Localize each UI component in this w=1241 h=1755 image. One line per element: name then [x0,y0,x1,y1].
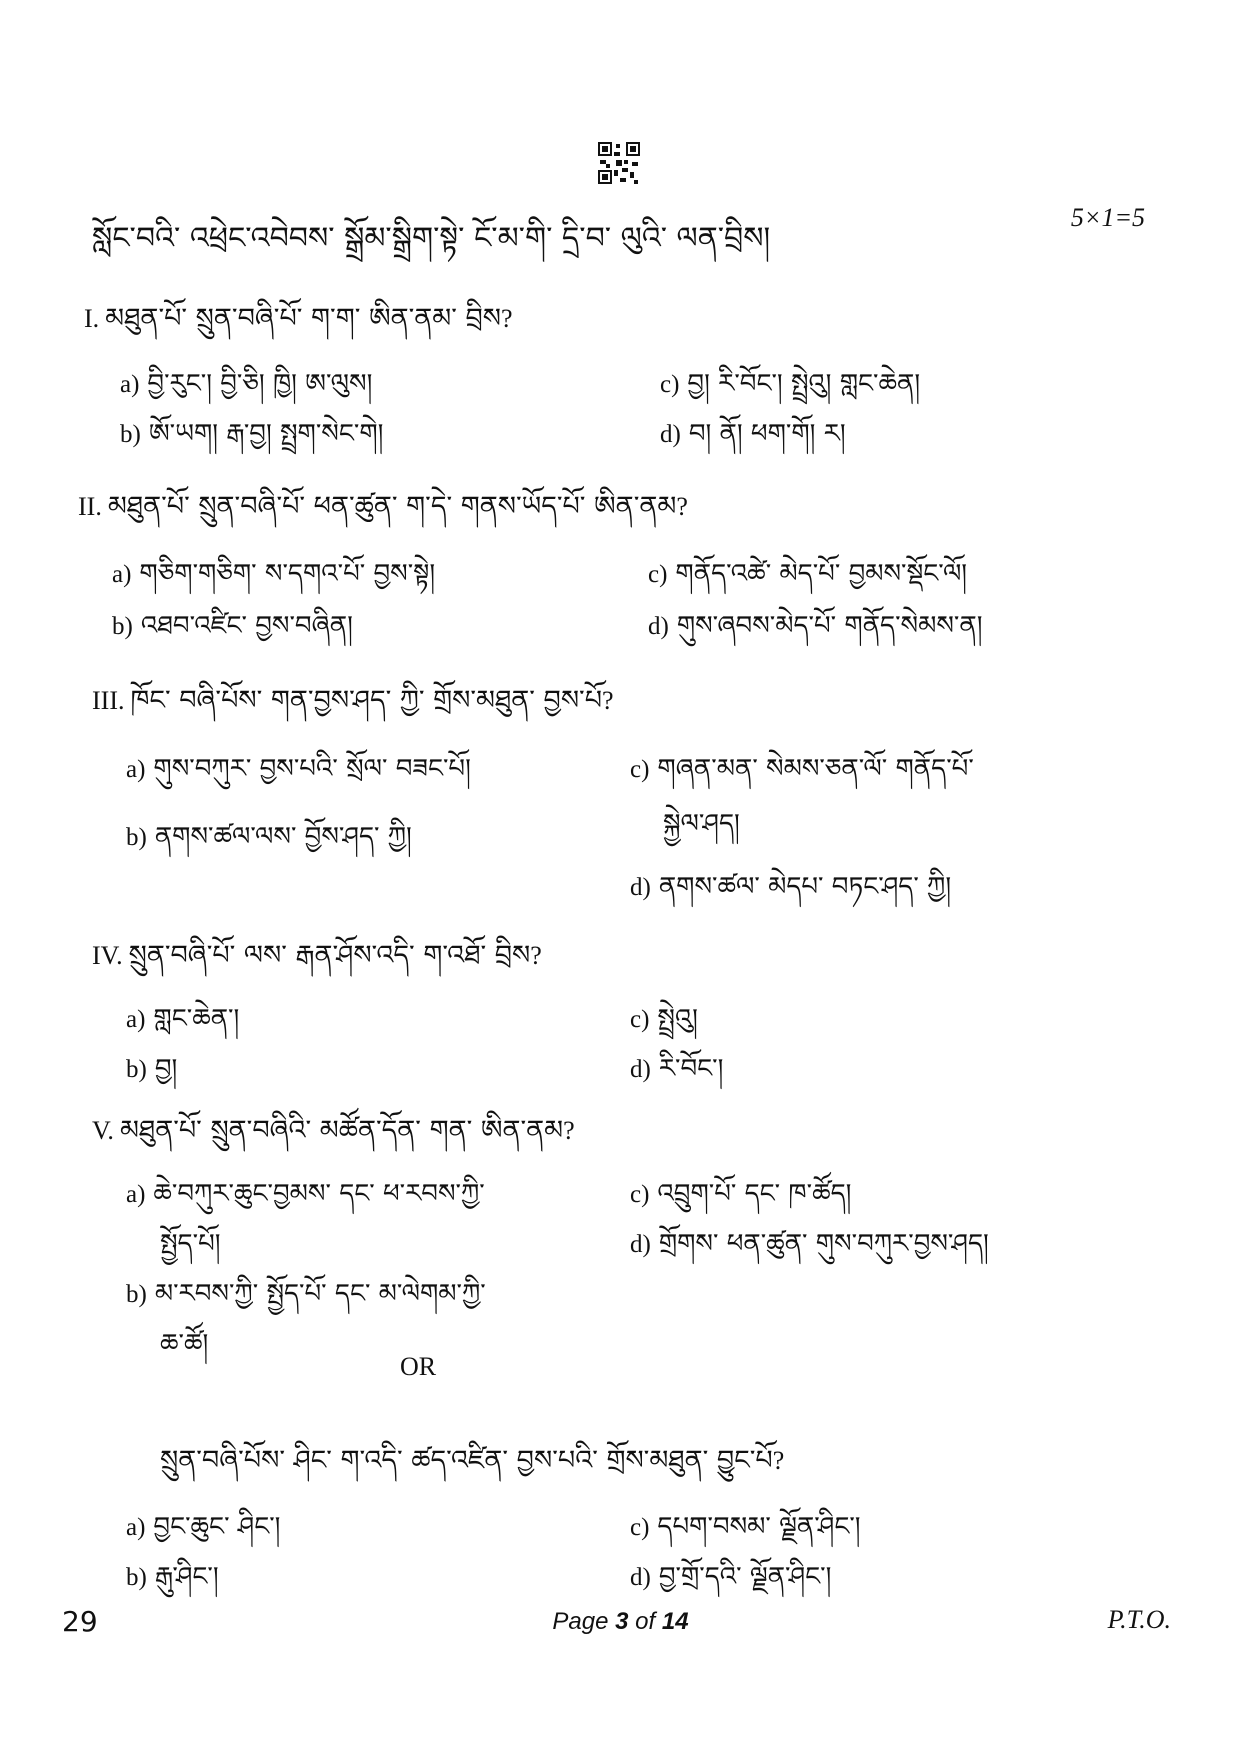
page-current: 3 [615,1608,629,1635]
option-label: d) [630,1231,651,1258]
option-text: ཆེ་བཀུར་ཆུང་བྱམས་ དང་ ཕ་རབས་ཀྱི་ [153,1179,485,1209]
option-label: d) [630,1056,651,1083]
question-text: སྲུན་བཞི་པོ་ ལས་ རྒན་ཤོས་འདི་ ག་འཐོ་ བྲིས [128,940,531,971]
option-label: a) [112,561,132,588]
option-text: རྒུ་ཤིང་། [154,1562,219,1592]
question-mark: ? [676,492,688,521]
option-text: བྱི་རུང་། བྱི་ཅི། ཁྱི། ཨ་ལུས། [147,369,373,399]
question-mark: ? [530,941,542,970]
page-of: of [628,1608,662,1635]
option-text: གྲོགས་ ཕན་ཚུན་ གུས་བཀུར་བྱས་ཤད། [658,1229,989,1259]
option-label: a) [126,1181,146,1208]
question-text: མཐུན་པོ་ སྲུན་བཞི་པོ་ ག་ག་ ཨིན་ནམ་ བྲིས [105,303,502,334]
question-number: II. [78,492,102,521]
option-label: b) [112,613,133,640]
option-c-continuation: སྐྱེལ་ཤད། [663,809,740,839]
question-mark: ? [602,686,614,715]
option-label: a) [126,1514,146,1541]
option-text: མ་རབས་ཀྱི་ སྤྱོད་པོ་ དང་ མ་ལེགམ་ཀྱི་ [154,1279,486,1309]
option-d[interactable] [630,1215,989,1288]
option-text: གླང་ཆེན་། [153,1004,240,1034]
option-text: བྱ། རི་བོང་། སྤྲེའུ། གླང་ཆེན། [687,369,921,399]
question-1 [84,288,513,364]
option-a-continuation: སྤྱོད་པོ། [160,1229,221,1259]
question-mark: ? [501,304,513,333]
option-label: b) [126,824,147,851]
option-text: བ། ནོ། ཕག་གོ། ར། [688,419,846,449]
option-label: c) [630,1006,650,1033]
option-label: a) [120,371,140,398]
option-label: d) [660,421,681,448]
option-text: བྱ་གྲོ་དའི་ ལྗོན་ཤིང་། [658,1562,832,1592]
option-text: འབྲུག་པོ་ དང་ ཁ་ཚོད། [657,1179,852,1209]
question-2 [78,476,688,552]
option-text: བྱང་ཆུང་ ཤིང་། [153,1512,281,1542]
question-text: མཐུན་པོ་ སྲུན་བཞི་པོ་ ཕན་ཚུན་ ག་དེ་ གནས་ཡོད་པོ་ ཨིན་ནམ [107,491,677,522]
option-label: c) [648,561,668,588]
option-text: སྤྲེའུ། [657,1004,698,1034]
page-total: 14 [661,1608,689,1635]
option-b-continuation: ཆ་ཚོ། [160,1329,209,1359]
page-number [0,1608,1241,1636]
question-text: མཐུན་པོ་ སྲུན་བཞིའི་ མཚོན་དོན་ གན་ ཨིན་ནམ [119,1115,564,1146]
option-text: ཨོ་ཡག། རྒ་བྱ། སྤྲག་སེང་གེ། [148,419,384,449]
option-label: b) [126,1564,147,1591]
option-d[interactable] [660,405,846,478]
page-prefix: Page [552,1608,616,1635]
option-text: བྱ། [154,1054,178,1084]
option-text: གནོད་འཚེ་ མེད་པོ་ བྱམས་སྡོང་ལོ། [675,559,968,589]
option-text: གུས་བཀུར་ བྱས་པའི་ སྲོལ་ བཟང་པོ། [153,754,471,784]
option-text: གཞན་མན་ སེམས་ཅན་ལོ་ གནོད་པོ་ [657,754,974,784]
option-b[interactable] [120,405,383,478]
option-d[interactable] [630,1040,723,1113]
option-label: b) [120,421,141,448]
qr-code-icon [598,142,640,184]
option-label: d) [630,874,651,901]
question-number: IV. [92,941,123,970]
option-b[interactable] [112,597,353,670]
option-text: ནགས་ཚལ་ལས་ བྱོས་ཤད་ ཀྱི། [154,822,412,852]
question-number: III. [92,686,125,715]
question-number: V. [92,1116,114,1145]
option-text: ནགས་ཚལ་ མེདཔ་ བཏང་ཤད་ ཀྱི། [658,872,952,902]
option-label: b) [126,1281,147,1308]
option-d[interactable] [648,597,982,670]
option-text: དཔག་བསམ་ ལྗོན་ཤིང་། [657,1512,861,1542]
option-text: རི་བོང་། [658,1054,724,1084]
question-number: I. [84,304,100,333]
question-mark: ? [772,1446,785,1475]
section-instruction: སློང་བའི་ འཕྲེང་འབེབས་ སྒྲོམ་སྒྲིག་སྟེ་ ངོ་མ་གི་ དྲི་བ་ ལུའི་ ལན་བྲིས། [92,221,771,256]
option-label: c) [630,1514,650,1541]
option-label: c) [630,1181,650,1208]
question-text: ཁོང་ བཞི་པོས་ གན་བྱས་ཤད་ ཀྱི་ གྲོས་མཐུན་ བྱས་པོ [130,685,603,716]
option-label: b) [126,1056,147,1083]
question-text: སྲུན་བཞི་པོས་ ཤིང་ ག་འདི་ ཚད་འཛིན་ བྱས་པའི་ གྲོས་མཐུན་ བྱུང་པོ [160,1445,773,1476]
option-text: འཐབ་འཛིང་ བྱས་བཞིན། [140,611,353,641]
option-a[interactable] [126,740,471,813]
option-text: གཅིག་གཅིག་ ས་དགའ་པོ་ བྱས་སྟེ། [139,559,436,589]
option-label: a) [126,1006,146,1033]
pto-label: P.T.O. [1107,1605,1171,1634]
alt-question [160,1430,784,1506]
option-label: d) [648,613,669,640]
option-label: d) [630,1564,651,1591]
option-b[interactable] [126,808,412,881]
option-label: a) [126,756,146,783]
option-text: གུས་ཞབས་མེད་པོ་ གནོད་སེམས་ན། [676,611,983,641]
option-label: c) [630,756,650,783]
question-mark: ? [563,1116,575,1145]
marks-label: 5×1=5 [1070,203,1145,232]
question-3 [92,670,614,746]
option-label: c) [660,371,680,398]
option-d[interactable] [630,858,951,931]
paper-code: 29 [62,1605,98,1638]
or-separator: OR [400,1352,437,1381]
